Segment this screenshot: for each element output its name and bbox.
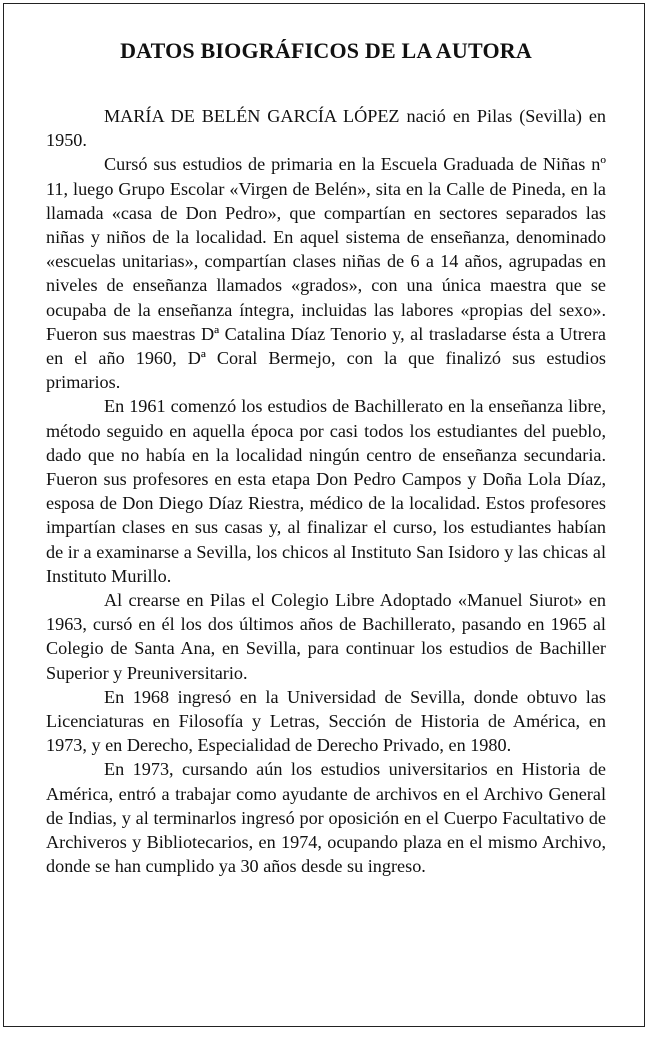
page-title: DATOS BIOGRÁFICOS DE LA AUTORA [120, 38, 532, 63]
paragraph-bachillerato: En 1961 comenzó los estudios de Bachillerato en la enseñanza libre, método seguido en aquella época por casi todos los estudiantes del pueblo, dado que no había en la localidad ningún centro de enseñanza secundaria. Fueron sus profesores en esta etapa Don Pedro Campos y Doña Lola Díaz, esposa de Don Diego Díaz Riestra, médico de la localidad. Estos profesores impartían clases en sus casas y, al finalizar el curso, los estudiantes habían de ir a examinarse a Sevilla, los chicos al Instituto San Isidoro y las chicas al Instituto Murillo. [46, 396, 606, 586]
biography-text [46, 104, 606, 879]
paragraph-birth: MARÍA DE BELÉN GARCÍA LÓPEZ nació en Pilas (Sevilla) en 1950. [46, 106, 606, 151]
paragraph-colegio: Al crearse en Pilas el Colegio Libre Adoptado «Manuel Siurot» en 1963, cursó en él los dos últimos años de Bachillerato, pasando en 1965 al Colegio de Santa Ana, en Sevilla, para continuar los estudios de Bachiller Superior y Preuniversitario. [46, 590, 606, 683]
paragraph-university: En 1968 ingresó en la Universidad de Sevilla, donde obtuvo las Licenciaturas en Filosofía y Letras, Sección de Historia de América, en 1973, y en Derecho, Especialidad de Derecho Privado, en 1980. [46, 686, 606, 756]
paragraph-primary-studies: Cursó sus estudios de primaria en la Escuela Graduada de Niñas nº 11, luego Grupo Escolar «Virgen de Belén», sita en la Calle de Pineda, en la llamada «casa de Don Pedro», que compartían en sectores separados las niñas y niños de la localidad. En aquel sistema de enseñanza, denominado «escuelas unitarias», compartían clases niñas de 6 a 14 años, agrupadas en niveles de enseñanza llamados «grados», con una única maestra que se ocupaba de la enseñanza íntegra, incluidas las labores «propias del sexo». Fueron sus maestras Dª Catalina Díaz Tenorio y, al trasladarse ésta a Utrera en el año 1960, Dª Coral Bermejo, con la que finalizó sus estudios primarios. [46, 154, 606, 393]
paragraph-archive-career: En 1973, cursando aún los estudios universitarios en Historia de América, entró a trabajar como ayudante de archivos en el Archivo General de Indias, y al terminarlos ingresó por oposición en el Cuerpo Facultativo de Archiveros y Bibliotecarios, en 1974, ocupando plaza en el mismo Archivo, donde se han cumplido ya 30 años desde su ingreso. [46, 759, 606, 877]
